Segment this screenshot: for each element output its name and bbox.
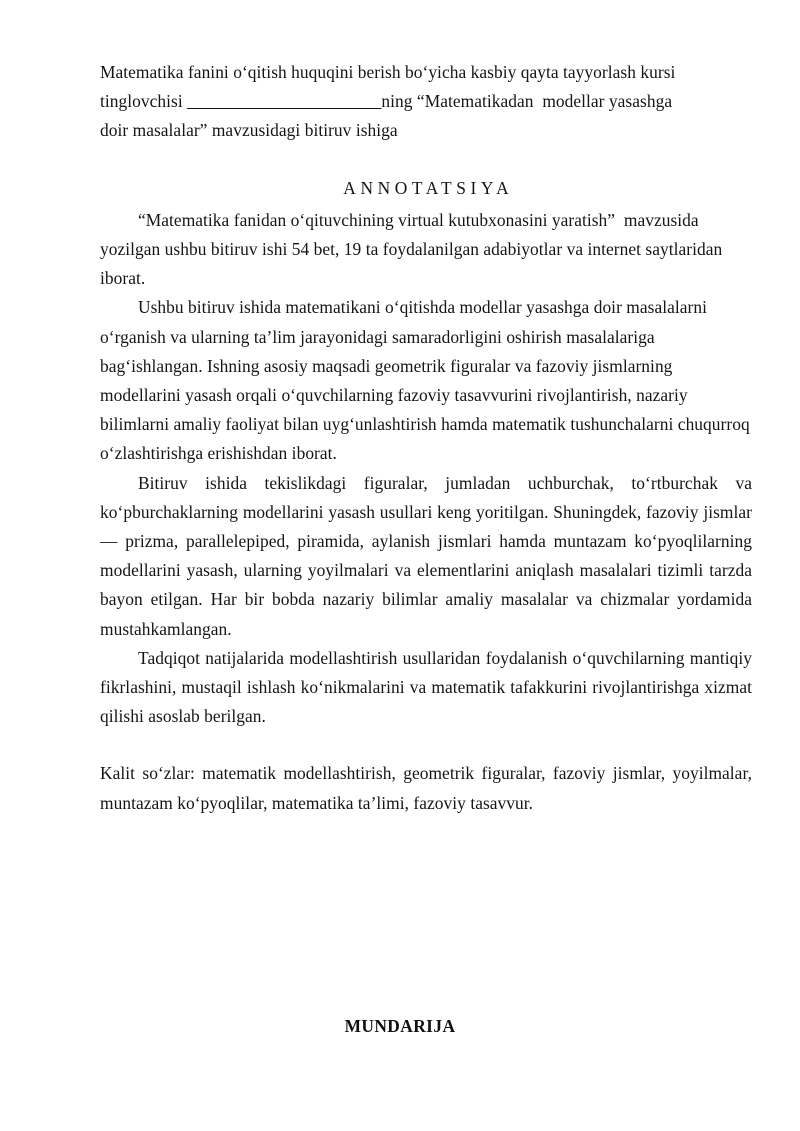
document-body xyxy=(100,58,752,818)
header-line-2-suffix: ning “Matematikadan modellar yasashga xyxy=(381,91,673,112)
paragraph-results: Tadqiqot natijalarida modellashtirish usullaridan foydalanish oʻquvchilarning mantiqiy fikrlashini, mustaqil ishlash koʻnikmalarini va matematik tafakkurini rivojlantirishga xizmat qilishi asoslab berilgan. xyxy=(100,647,752,727)
paragraph-content: Bitiruv ishida tekislikdagi figuralar, jumladan uchburchak, toʻrtburchak va koʻpburchaklarning modellarini yasash usullari keng yoritilgan. Shuningdek, fazoviy jismlar — prizma, parallelepiped, piramida, aylanish jismlari hamda muntazam koʻpyoqlilarning modellarini yasash, ularning yoyilmalari va elementlarini aniqlash masalalari tizimli tarzda bayon etilgan. Har bir bobda nazariy bilimlar amaliy masalalar va chizmalar yordamida mustahkamlangan. xyxy=(100,472,752,639)
header-line-2 xyxy=(100,87,752,116)
header-line-1: Matematika fanini oʻqitish huquqini berish boʻyicha kasbiy qayta tayyorlash kursi xyxy=(100,62,676,82)
keywords-paragraph: Kalit soʻzlar: matematik modellashtirish, geometrik figuralar, fazoviy jismlar, yoyilmalar, muntazam koʻpyoqlilar, matematika ta’limi, fazoviy tasavvur. xyxy=(100,763,752,813)
mundarija-heading: MUNDARIJA xyxy=(344,1016,456,1036)
annotation-title: ANNOTATSIYA xyxy=(343,177,514,198)
header-line-3: doir masalalar” mavzusidagi bitiruv ishiga xyxy=(100,120,398,141)
keywords-spacer xyxy=(100,731,752,759)
fill-in-blank[interactable] xyxy=(187,91,381,111)
header-line-2-prefix: tinglovchisi xyxy=(100,91,188,112)
paragraph-topic: “Matematika fanidan oʻqituvchining virtual kutubxonasini yaratish” mavzusida yozilgan ushbu bitiruv ishi 54 bet, 19 ta foydalanilgan adabiyotlar va internet saytlaridan iborat. xyxy=(100,209,723,289)
paragraph-aim: Ushbu bitiruv ishida matematikani oʻqitishda modellar yasashga doir masalalarni oʻrganish va ularning ta’lim jarayonidagi samaradorligini oshirish masalalariga bagʻishlangan. Ishning asosiy maqsadi geometrik figuralar va fazoviy jismlarning modellarini yasash orqali oʻquvchilarning fazoviy tasavvurini rivojlantirish, nazariy bilimlarni amaliy faoliyat bilan uygʻunlashtirish hamda matematik tushunchalarni chuqurroq oʻzlashtirishga erishishdan iborat. xyxy=(100,297,750,464)
